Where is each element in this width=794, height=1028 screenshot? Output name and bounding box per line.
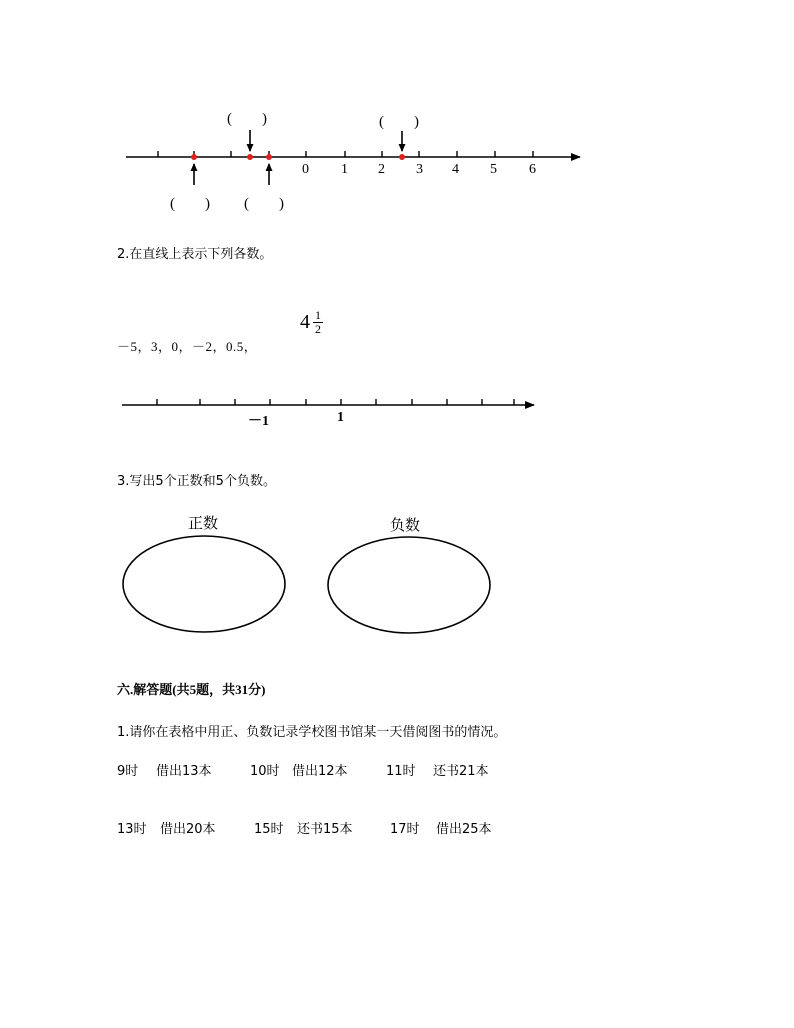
numbers-list: －5，3，0，－2，0.5， (117, 339, 258, 354)
number-line-2 (122, 399, 534, 405)
tick-label: 4 (452, 162, 459, 177)
record-time: 17时 (390, 822, 420, 837)
fraction-numerator: 1 (315, 308, 321, 322)
record-action: 借出20本 (160, 822, 216, 837)
tick-label: 3 (416, 162, 423, 177)
record-action: 还书15本 (297, 822, 353, 837)
record-time: 11时 (386, 764, 416, 779)
negative-label: 负数 (390, 516, 421, 534)
tick-label: 0 (302, 162, 309, 177)
record-action: 借出13本 (156, 764, 212, 779)
marker-point (247, 154, 253, 160)
answer-blank: ( ) (227, 111, 267, 127)
question-1-text: 1.请你在表格中用正、负数记录学校图书馆某一天借阅图书的情况。 (117, 725, 507, 740)
record-action: 借出25本 (436, 822, 492, 837)
question-3-text: 3.写出5个正数和5个负数。 (117, 474, 276, 489)
answer-blank: ( ) (170, 196, 210, 212)
tick-label: 2 (378, 162, 385, 177)
tick-label: 5 (490, 162, 497, 177)
section-heading: 六.解答题(共5题，共31分) (117, 682, 266, 697)
tick-label: 6 (529, 162, 536, 177)
tick-label-1: 1 (337, 410, 344, 425)
mixed-number-whole: 4 (300, 311, 310, 333)
tick-label-neg1: －1 (248, 414, 269, 429)
marker-point (399, 154, 405, 160)
tick-label: 1 (341, 162, 348, 177)
answer-blank: ( ) (379, 114, 419, 130)
fraction-denominator: 2 (315, 322, 321, 336)
positive-label: 正数 (188, 514, 219, 532)
mixed-number-fraction (313, 309, 323, 335)
negative-oval (328, 537, 490, 633)
record-time: 15时 (254, 822, 284, 837)
record-time: 13时 (117, 822, 147, 837)
record-action: 借出12本 (292, 764, 348, 779)
marker-point (266, 154, 272, 160)
answer-blank: ( ) (244, 196, 284, 212)
marker-point (191, 154, 197, 160)
positive-oval (123, 536, 285, 632)
record-time: 9时 (117, 764, 139, 779)
question-2-text: 2.在直线上表示下列各数。 (117, 247, 273, 262)
record-time: 10时 (250, 764, 280, 779)
record-action: 还书21本 (433, 764, 489, 779)
number-line-1 (126, 130, 580, 185)
